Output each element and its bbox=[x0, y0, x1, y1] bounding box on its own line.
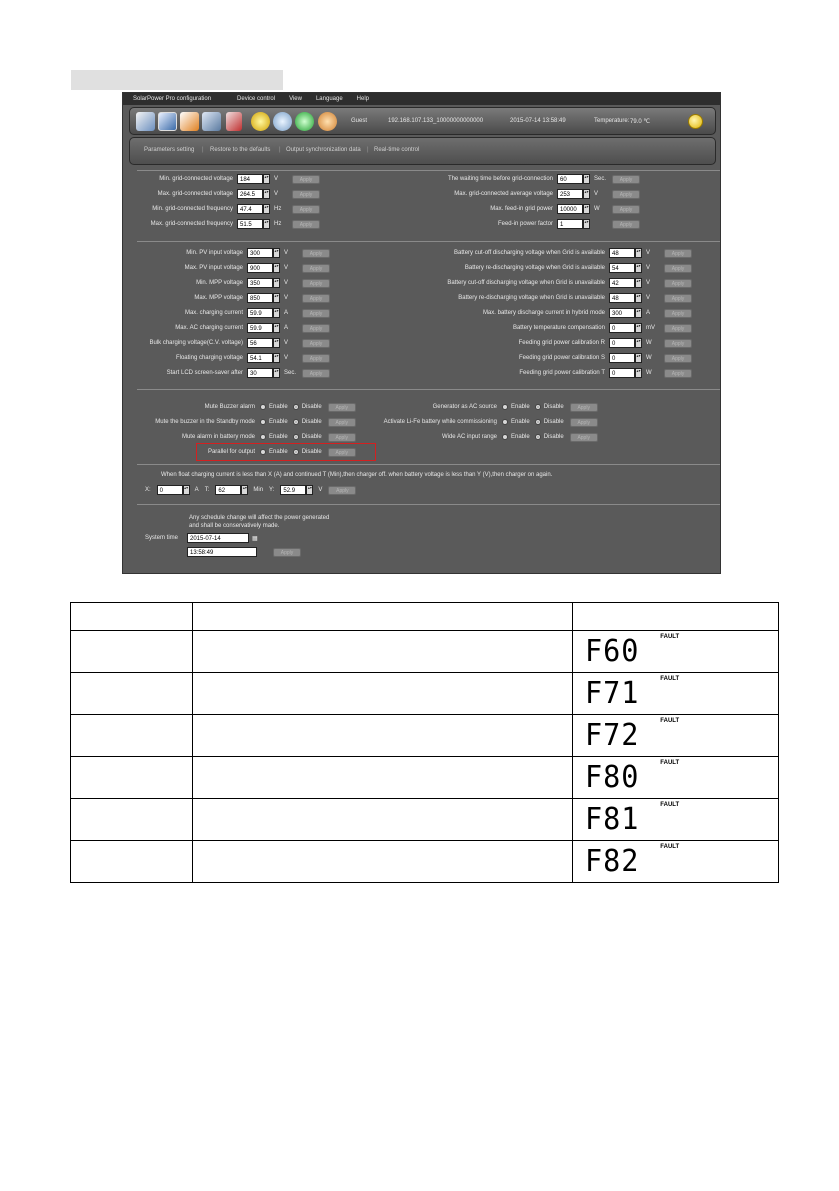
option-right-row bbox=[373, 417, 598, 427]
option-left-label: Parallel for output bbox=[207, 449, 255, 455]
lcd-icon-cell bbox=[573, 799, 779, 841]
pv-left-apply-button[interactable]: Apply bbox=[302, 309, 330, 318]
option-left-disable-label: Disable bbox=[301, 419, 322, 425]
pv-right-label: Battery temperature compensation bbox=[512, 325, 605, 331]
pv-left-apply-button[interactable]: Apply bbox=[302, 354, 330, 363]
pv-right-label: Battery re-discharging voltage when Grid is unavailable bbox=[458, 295, 605, 301]
pv-right-input[interactable]: 0 bbox=[609, 353, 635, 363]
float-x-label: X: bbox=[145, 487, 151, 493]
pv-right-input[interactable]: 0 bbox=[609, 338, 635, 348]
grid-left-spinner[interactable]: ▴▾ bbox=[263, 174, 270, 184]
calendar-icon[interactable]: ▦ bbox=[252, 535, 258, 542]
pv-left-input[interactable]: 54.1 bbox=[247, 353, 273, 363]
option-left-enable-label: Enable bbox=[269, 404, 288, 410]
pv-right-input[interactable]: 300 bbox=[609, 308, 635, 318]
tab-realtime-control[interactable]: Real-time control bbox=[374, 147, 420, 153]
grid-left-unit: Hz bbox=[274, 206, 282, 212]
fault-description-cell bbox=[192, 799, 572, 841]
grid-right-unit: W bbox=[594, 206, 600, 212]
grid-right-input[interactable]: 253 bbox=[557, 189, 583, 199]
pv-right-spinner[interactable]: ▴▾ bbox=[635, 263, 642, 273]
pv-left-apply-button[interactable]: Apply bbox=[302, 264, 330, 273]
settings-icon[interactable] bbox=[158, 112, 177, 131]
users-icon[interactable] bbox=[318, 112, 337, 131]
table-row bbox=[71, 799, 779, 841]
pv-left-spinner[interactable]: ▴▾ bbox=[273, 353, 280, 363]
pv-right-unit: W bbox=[646, 355, 652, 361]
option-left-disable-radio[interactable] bbox=[293, 434, 299, 440]
lcd-fault-code: F80 bbox=[585, 760, 640, 795]
pv-left-input[interactable]: 850 bbox=[247, 293, 273, 303]
pv-left-label: Min. MPP voltage bbox=[196, 280, 243, 286]
grid-right-row bbox=[413, 204, 640, 214]
float-t-label: T: bbox=[204, 487, 210, 493]
pv-right-row bbox=[419, 368, 692, 378]
float-y-input[interactable]: 52.9 bbox=[280, 485, 306, 495]
grid-right-apply-button[interactable]: Apply bbox=[612, 190, 640, 199]
pv-right-unit: W bbox=[646, 340, 652, 346]
pv-left-row bbox=[131, 293, 330, 303]
pv-right-label: Battery cut-off discharging voltage when Grid is unavailable bbox=[447, 280, 605, 286]
lcd-icon-cell bbox=[573, 841, 779, 883]
pv-left-spinner[interactable]: ▴▾ bbox=[273, 323, 280, 333]
system-time-row bbox=[145, 533, 258, 543]
pv-left-row bbox=[131, 248, 330, 258]
grid-left-apply-button[interactable]: Apply bbox=[292, 205, 320, 214]
tab-restore-defaults[interactable]: Restore to the defaults bbox=[210, 147, 271, 153]
lcd-icon-cell bbox=[573, 673, 779, 715]
pv-left-input[interactable]: 30 bbox=[247, 368, 273, 378]
grid-left-spinner[interactable]: ▴▾ bbox=[263, 189, 270, 199]
option-left-disable-radio[interactable] bbox=[293, 419, 299, 425]
option-right-disable-label: Disable bbox=[543, 404, 564, 410]
pv-left-row bbox=[131, 353, 330, 363]
grid-left-input[interactable]: 184 bbox=[237, 174, 263, 184]
option-right-row bbox=[373, 432, 598, 442]
grid-left-input[interactable]: 51.5 bbox=[237, 219, 263, 229]
option-right-disable-label: Disable bbox=[543, 419, 564, 425]
float-y-spinner[interactable]: ▴▾ bbox=[306, 485, 313, 495]
table-row bbox=[71, 715, 779, 757]
grid-left-apply-button[interactable]: Apply bbox=[292, 190, 320, 199]
system-clock-row bbox=[187, 547, 301, 557]
grid-right-input[interactable]: 60 bbox=[557, 174, 583, 184]
lcd-fault-code: F60 bbox=[585, 634, 640, 669]
grid-left-unit: V bbox=[274, 191, 279, 197]
float-y-unit: V bbox=[318, 487, 323, 493]
pv-left-row bbox=[131, 308, 330, 318]
fault-code-cell bbox=[71, 799, 193, 841]
option-right-enable-label: Enable bbox=[511, 404, 530, 410]
tab-output-sync[interactable]: Output synchronization data bbox=[286, 147, 361, 153]
option-left-enable-label: Enable bbox=[269, 419, 288, 425]
lcd-fault-label: FAULT bbox=[660, 634, 680, 640]
pv-left-input[interactable]: 56 bbox=[247, 338, 273, 348]
parallel-output-highlight bbox=[196, 443, 376, 461]
pv-right-row bbox=[419, 263, 692, 273]
document-icon[interactable] bbox=[180, 112, 199, 131]
option-left-label: Mute alarm in battery mode bbox=[181, 434, 255, 440]
option-right-disable-radio[interactable] bbox=[535, 404, 541, 410]
option-right-enable-label: Enable bbox=[511, 434, 530, 440]
grid-section-divider bbox=[137, 170, 721, 171]
pv-right-apply-button[interactable]: Apply bbox=[664, 339, 692, 348]
pv-right-spinner[interactable]: ▴▾ bbox=[635, 278, 642, 288]
option-left-row bbox=[131, 432, 356, 442]
pv-left-apply-button[interactable]: Apply bbox=[302, 249, 330, 258]
table-header-row bbox=[71, 603, 779, 631]
pv-left-spinner[interactable]: ▴▾ bbox=[273, 368, 280, 378]
pv-right-label: Feeding grid power calibration T bbox=[519, 370, 605, 376]
pv-right-unit: A bbox=[646, 310, 651, 316]
time-section-divider bbox=[137, 504, 721, 505]
grid-right-spinner[interactable]: ▴▾ bbox=[583, 189, 590, 199]
battery-icon[interactable] bbox=[226, 112, 242, 131]
lcd-fault-code: F82 bbox=[585, 844, 640, 879]
pv-right-input[interactable]: 0 bbox=[609, 323, 635, 333]
pv-left-unit: A bbox=[284, 310, 289, 316]
fault-code-cell bbox=[71, 673, 193, 715]
pv-right-unit: V bbox=[646, 250, 651, 256]
pv-left-unit: V bbox=[284, 340, 289, 346]
status-sun-icon bbox=[688, 114, 703, 129]
option-right-label: Activate Li-Fe battery while commissioning bbox=[383, 419, 497, 425]
grid-right-spinner[interactable]: ▴▾ bbox=[583, 174, 590, 184]
grid-left-spinner[interactable]: ▴▾ bbox=[263, 219, 270, 229]
bulb-icon[interactable] bbox=[251, 112, 270, 131]
tab-bar: Parameters setting | Restore to the defaults | Output synchronization data | Real-time control bbox=[129, 137, 716, 165]
option-left-row bbox=[131, 402, 356, 412]
option-right-apply-button[interactable]: Apply bbox=[570, 418, 598, 427]
option-right-disable-radio[interactable] bbox=[535, 419, 541, 425]
float-description: When float charging current is less than X (A) and continued T (Min),then charger off. when battery voltage is less than Y (V),then charger on again. bbox=[161, 472, 553, 478]
grid-right-row bbox=[413, 189, 640, 199]
pv-left-spinner[interactable]: ▴▾ bbox=[273, 293, 280, 303]
system-time-input[interactable]: 13:58:49 bbox=[187, 547, 257, 557]
pv-left-spinner[interactable]: ▴▾ bbox=[273, 248, 280, 258]
option-left-disable-label: Disable bbox=[301, 434, 322, 440]
menu-item-configuration[interactable]: SolarPower Pro configuration bbox=[133, 96, 212, 102]
lcd-fault-label: FAULT bbox=[660, 676, 680, 682]
fault-code-cell bbox=[71, 841, 193, 883]
tab-parameters-setting[interactable]: Parameters setting bbox=[144, 147, 195, 153]
pv-left-unit: V bbox=[284, 280, 289, 286]
menu-item-view[interactable]: View bbox=[289, 96, 302, 102]
pv-right-input[interactable]: 42 bbox=[609, 278, 635, 288]
pv-right-spinner[interactable]: ▴▾ bbox=[635, 308, 642, 318]
menu-item-help[interactable]: Help bbox=[356, 96, 370, 102]
pv-left-input[interactable]: 350 bbox=[247, 278, 273, 288]
grid-left-row bbox=[133, 219, 320, 229]
fault-description-cell bbox=[192, 673, 572, 715]
lcd-icon-cell bbox=[573, 631, 779, 673]
fault-description-cell bbox=[192, 841, 572, 883]
option-left-enable-radio[interactable] bbox=[260, 419, 266, 425]
pv-left-label: Max. AC charging current bbox=[175, 325, 243, 331]
pv-left-row bbox=[131, 368, 330, 378]
grid-right-input[interactable]: 10000 bbox=[557, 204, 583, 214]
pv-right-input[interactable]: 48 bbox=[609, 293, 635, 303]
option-left-enable-label: Enable bbox=[269, 449, 288, 455]
pv-right-apply-button[interactable]: Apply bbox=[664, 294, 692, 303]
schedule-notice-line2: and shall be conservatively made. bbox=[189, 523, 280, 529]
grid-right-spinner[interactable]: ▴▾ bbox=[583, 219, 590, 229]
pv-left-input[interactable]: 59.9 bbox=[247, 308, 273, 318]
lcd-icon-cell bbox=[573, 715, 779, 757]
refresh-icon[interactable] bbox=[295, 112, 314, 131]
lcd-fault-label: FAULT bbox=[660, 718, 680, 724]
search-icon[interactable] bbox=[273, 112, 292, 131]
pv-right-label: Feeding grid power calibration S bbox=[518, 355, 605, 361]
pv-right-spinner[interactable]: ▴▾ bbox=[635, 323, 642, 333]
pv-left-spinner[interactable]: ▴▾ bbox=[273, 308, 280, 318]
pv-left-unit: A bbox=[284, 325, 289, 331]
grid-right-row bbox=[413, 219, 640, 229]
option-right-enable-radio[interactable] bbox=[502, 419, 508, 425]
pv-right-apply-button[interactable]: Apply bbox=[664, 309, 692, 318]
pv-left-apply-button[interactable]: Apply bbox=[302, 294, 330, 303]
pv-right-input[interactable]: 48 bbox=[609, 248, 635, 258]
radio-section-divider bbox=[137, 389, 721, 390]
pv-right-spinner[interactable]: ▴▾ bbox=[635, 248, 642, 258]
toolbar bbox=[129, 107, 716, 135]
grid-left-unit: Hz bbox=[274, 221, 282, 227]
pv-right-row bbox=[419, 308, 692, 318]
grid-right-label: The waiting time before grid-connection bbox=[447, 176, 553, 182]
system-time-apply-button[interactable]: Apply bbox=[273, 548, 301, 557]
option-right-label: Generator as AC source bbox=[432, 404, 497, 410]
device-icon[interactable] bbox=[202, 112, 221, 131]
chart-icon[interactable] bbox=[136, 112, 155, 131]
option-left-enable-label: Enable bbox=[269, 434, 288, 440]
pv-right-label: Max. battery discharge current in hybrid mode bbox=[482, 310, 605, 316]
pv-left-apply-button[interactable]: Apply bbox=[302, 339, 330, 348]
option-left-apply-button[interactable]: Apply bbox=[328, 448, 356, 457]
float-params-row bbox=[145, 485, 356, 495]
pv-left-apply-button[interactable]: Apply bbox=[302, 279, 330, 288]
pv-right-unit: W bbox=[646, 370, 652, 376]
temperature-value: 79.0 ℃ bbox=[630, 119, 651, 125]
option-left-apply-button[interactable]: Apply bbox=[328, 403, 356, 412]
pv-right-row bbox=[419, 278, 692, 288]
option-right-enable-radio[interactable] bbox=[502, 404, 508, 410]
pv-left-spinner[interactable]: ▴▾ bbox=[273, 278, 280, 288]
device-address: 192.168.107.133_10000000000000 bbox=[388, 118, 484, 124]
pv-left-label: Max. PV input voltage bbox=[184, 265, 243, 271]
fault-description-cell bbox=[192, 631, 572, 673]
pv-left-row bbox=[131, 263, 330, 273]
pv-left-unit: V bbox=[284, 295, 289, 301]
table-row bbox=[71, 673, 779, 715]
lcd-fault-code: F71 bbox=[585, 676, 640, 711]
pv-right-input[interactable]: 0 bbox=[609, 368, 635, 378]
option-right-enable-radio[interactable] bbox=[502, 434, 508, 440]
lcd-icon-cell bbox=[573, 757, 779, 799]
menu-item-device-control[interactable]: Device control bbox=[237, 96, 276, 102]
grid-right-apply-button[interactable]: Apply bbox=[612, 205, 640, 214]
pv-left-spinner[interactable]: ▴▾ bbox=[273, 338, 280, 348]
grid-right-label: Feed-in power factor bbox=[497, 221, 553, 227]
device-datetime: 2015-07-14 13:58:49 bbox=[510, 118, 566, 124]
option-right-disable-radio[interactable] bbox=[535, 434, 541, 440]
lcd-fault-label: FAULT bbox=[660, 802, 680, 808]
grid-right-label: Max. grid-connected average voltage bbox=[454, 191, 553, 197]
pv-right-spinner[interactable]: ▴▾ bbox=[635, 338, 642, 348]
pv-right-apply-button[interactable]: Apply bbox=[664, 249, 692, 258]
grid-left-apply-button[interactable]: Apply bbox=[292, 175, 320, 184]
pv-left-unit: V bbox=[284, 355, 289, 361]
pv-left-row bbox=[131, 338, 330, 348]
pv-right-row bbox=[419, 248, 692, 258]
grid-right-apply-button[interactable]: Apply bbox=[612, 175, 640, 184]
float-x-input[interactable]: 0 bbox=[157, 485, 183, 495]
pv-right-input[interactable]: 54 bbox=[609, 263, 635, 273]
pv-right-unit: V bbox=[646, 280, 651, 286]
grid-left-label: Max. grid-connected frequency bbox=[150, 221, 233, 227]
table-row bbox=[71, 631, 779, 673]
pv-left-input[interactable]: 300 bbox=[247, 248, 273, 258]
grid-left-label: Min. grid-connected frequency bbox=[152, 206, 233, 212]
solarpower-window bbox=[122, 92, 721, 574]
lcd-fault-code: F81 bbox=[585, 802, 640, 837]
option-right-row bbox=[373, 402, 598, 412]
pv-right-row bbox=[419, 323, 692, 333]
fault-description-cell bbox=[192, 757, 572, 799]
temperature-label: Temperature: bbox=[594, 118, 630, 124]
option-left-label: Mute Buzzer alarm bbox=[204, 404, 255, 410]
grid-right-input[interactable]: 1 bbox=[557, 219, 583, 229]
float-section-divider bbox=[137, 464, 721, 465]
pv-right-row bbox=[419, 293, 692, 303]
grid-right-spinner[interactable]: ▴▾ bbox=[583, 204, 590, 214]
option-left-apply-button[interactable]: Apply bbox=[328, 418, 356, 427]
system-date-input[interactable]: 2015-07-14 bbox=[187, 533, 249, 543]
grid-left-row bbox=[133, 189, 320, 199]
option-left-label: Mute the buzzer in the Standby mode bbox=[155, 419, 255, 425]
grid-left-row bbox=[133, 174, 320, 184]
grid-right-unit: V bbox=[594, 191, 599, 197]
float-x-spinner[interactable]: ▴▾ bbox=[183, 485, 190, 495]
pv-left-unit: V bbox=[284, 265, 289, 271]
pv-left-unit: V bbox=[284, 250, 289, 256]
fault-description-cell bbox=[192, 715, 572, 757]
pv-right-apply-button[interactable]: Apply bbox=[664, 279, 692, 288]
pv-section-divider bbox=[137, 241, 721, 242]
fault-code-cell bbox=[71, 757, 193, 799]
grid-left-input[interactable]: 264.5 bbox=[237, 189, 263, 199]
option-left-row bbox=[131, 417, 356, 427]
pv-right-apply-button[interactable]: Apply bbox=[664, 264, 692, 273]
float-t-spinner[interactable]: ▴▾ bbox=[241, 485, 248, 495]
option-left-disable-radio[interactable] bbox=[293, 404, 299, 410]
option-right-label: Wide AC input range bbox=[441, 434, 497, 440]
grid-left-apply-button[interactable]: Apply bbox=[292, 220, 320, 229]
grid-left-label: Min. grid-connected voltage bbox=[159, 176, 233, 182]
fault-code-cell bbox=[71, 715, 193, 757]
pv-left-input[interactable]: 59.9 bbox=[247, 323, 273, 333]
pv-right-label: Feeding grid power calibration R bbox=[518, 340, 605, 346]
pv-right-label: Battery cut-off discharging voltage when Grid is available bbox=[454, 250, 605, 256]
pv-right-spinner[interactable]: ▴▾ bbox=[635, 293, 642, 303]
grid-right-row bbox=[413, 174, 640, 184]
float-t-unit: Min bbox=[253, 487, 264, 493]
menu-bar bbox=[123, 93, 721, 105]
grid-right-unit: Sec. bbox=[594, 176, 607, 182]
pv-left-unit: Sec. bbox=[284, 370, 297, 376]
section-heading-bar bbox=[71, 70, 283, 90]
pv-right-unit: V bbox=[646, 295, 651, 301]
grid-left-spinner[interactable]: ▴▾ bbox=[263, 204, 270, 214]
lcd-fault-label: FAULT bbox=[660, 844, 680, 850]
float-y-label: Y: bbox=[269, 487, 275, 493]
pv-right-unit: mV bbox=[646, 325, 655, 331]
float-apply-button[interactable]: Apply bbox=[328, 486, 356, 495]
grid-left-input[interactable]: 47.4 bbox=[237, 204, 263, 214]
pv-left-row bbox=[131, 278, 330, 288]
pv-left-apply-button[interactable]: Apply bbox=[302, 324, 330, 333]
pv-left-spinner[interactable]: ▴▾ bbox=[273, 263, 280, 273]
table-row bbox=[71, 841, 779, 883]
option-left-apply-button[interactable]: Apply bbox=[328, 433, 356, 442]
lcd-fault-code: F72 bbox=[585, 718, 640, 753]
pv-left-label: Bulk charging voltage(C.V. voltage) bbox=[149, 340, 243, 346]
schedule-notice-line1: Any schedule change will affect the power generated bbox=[189, 515, 330, 521]
pv-right-spinner[interactable]: ▴▾ bbox=[635, 353, 642, 363]
option-right-apply-button[interactable]: Apply bbox=[570, 403, 598, 412]
pv-right-row bbox=[419, 338, 692, 348]
option-left-disable-label: Disable bbox=[301, 449, 322, 455]
pv-left-label: Max. charging current bbox=[184, 310, 243, 316]
pv-left-row bbox=[131, 323, 330, 333]
pv-left-apply-button[interactable]: Apply bbox=[302, 369, 330, 378]
table-row bbox=[71, 757, 779, 799]
option-right-enable-label: Enable bbox=[511, 419, 530, 425]
grid-right-apply-button[interactable]: Apply bbox=[612, 220, 640, 229]
pv-right-spinner[interactable]: ▴▾ bbox=[635, 368, 642, 378]
system-time-label: System time bbox=[145, 535, 179, 541]
fault-code-table bbox=[70, 602, 779, 883]
pv-right-label: Battery re-discharging voltage when Grid is available bbox=[464, 265, 605, 271]
option-left-enable-radio[interactable] bbox=[260, 404, 266, 410]
pv-left-label: Min. PV input voltage bbox=[186, 250, 243, 256]
float-t-input[interactable]: 62 bbox=[215, 485, 241, 495]
lcd-fault-label: FAULT bbox=[660, 760, 680, 766]
pv-left-label: Max. MPP voltage bbox=[194, 295, 243, 301]
menu-item-language[interactable]: Language bbox=[315, 96, 343, 102]
grid-left-label: Max. grid-connected voltage bbox=[157, 191, 233, 197]
pv-right-apply-button[interactable]: Apply bbox=[664, 324, 692, 333]
pv-left-label: Floating charging voltage bbox=[175, 355, 243, 361]
grid-right-label: Max. feed-in grid power bbox=[490, 206, 553, 212]
pv-right-unit: V bbox=[646, 265, 651, 271]
pv-right-apply-button[interactable]: Apply bbox=[664, 369, 692, 378]
pv-left-input[interactable]: 900 bbox=[247, 263, 273, 273]
pv-left-label: Start LCD screen-saver after bbox=[166, 370, 243, 376]
grid-left-row bbox=[133, 204, 320, 214]
option-left-enable-radio[interactable] bbox=[260, 434, 266, 440]
option-right-disable-label: Disable bbox=[543, 434, 564, 440]
user-name: Guest bbox=[351, 118, 368, 124]
option-right-apply-button[interactable]: Apply bbox=[570, 433, 598, 442]
option-left-disable-label: Disable bbox=[301, 404, 322, 410]
float-x-unit: A bbox=[194, 487, 199, 493]
fault-code-cell bbox=[71, 631, 193, 673]
pv-right-apply-button[interactable]: Apply bbox=[664, 354, 692, 363]
pv-right-row bbox=[419, 353, 692, 363]
grid-left-unit: V bbox=[274, 176, 279, 182]
